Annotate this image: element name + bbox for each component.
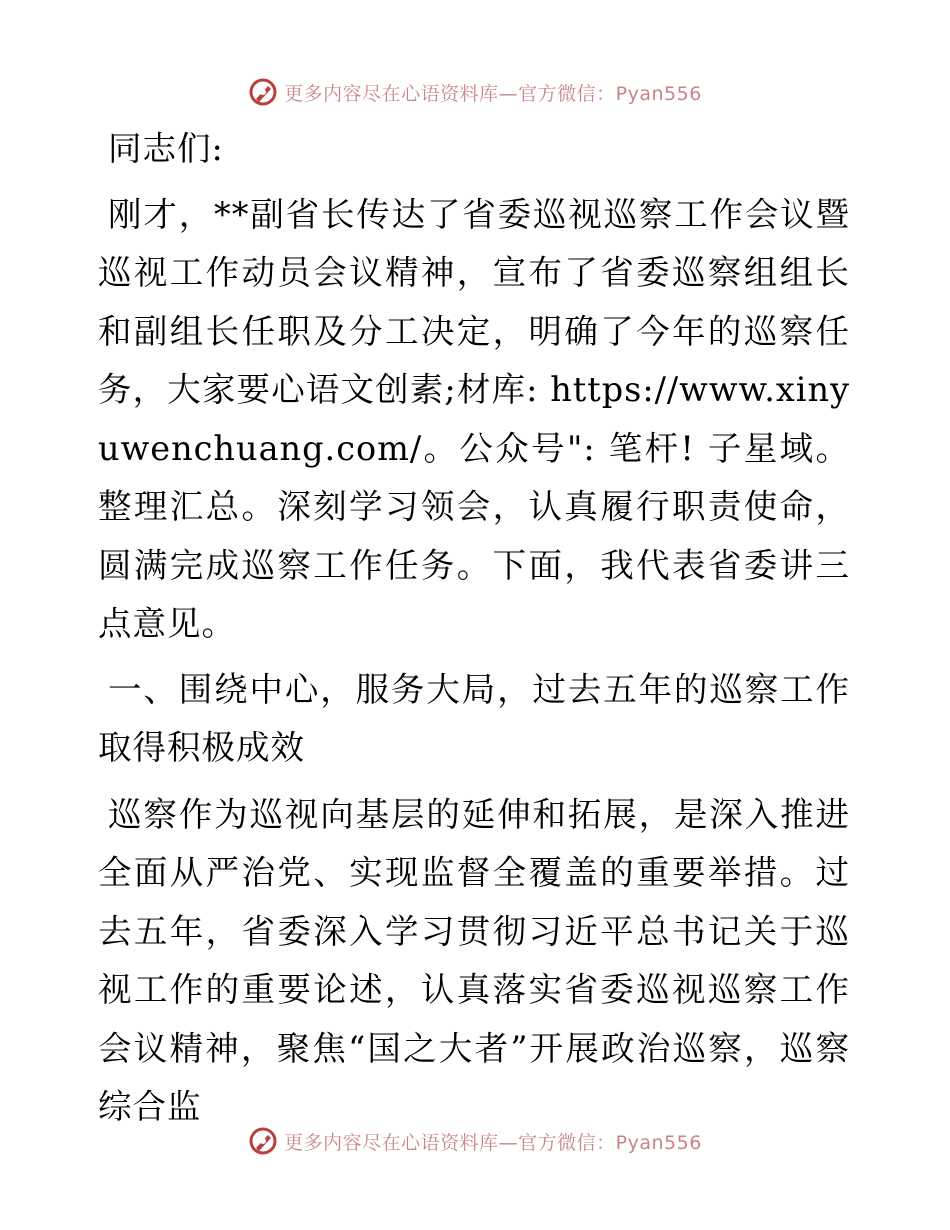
greeting: 同志们:: [108, 129, 224, 168]
watermark-text: 更多内容尽在心语资料库—官方微信：Pyan556: [284, 1131, 702, 1154]
section-heading-1: 一、围绕中心，服务大局，过去五年的巡察工作取得积极成效: [98, 669, 850, 767]
document-body: [98, 120, 850, 1137]
watermark-banner-top: [0, 72, 950, 112]
watermark-text: 更多内容尽在心语资料库—官方微信：Pyan556: [284, 82, 702, 105]
paragraph-1: 刚才，**副省长传达了省委巡视巡察工作会议暨巡视工作动员会议精神，宣布了省委巡察组组长和副组长任职及分工决定，明确了今年的巡察任务，大家要心语文创素;材库: https://www.xinyuwenchuang.com/。公众号": 笔杆! 子星域。整理汇总。深刻学习领会，认真履行职责使命，圆满完成巡察工作任务。下面，我代表省委讲三点意见。: [98, 194, 850, 643]
pen-logo-icon: [248, 77, 278, 107]
pen-logo-icon: [248, 1126, 278, 1156]
paragraph-2: 巡察作为巡视向基层的延伸和拓展，是深入推进全面从严治党、实现监督全覆盖的重要举措。过去五年，省委深入学习贯彻习近平总书记关于巡视工作的重要论述，认真落实省委巡视巡察工作会议精神，聚焦“国之大者”开展政治巡察，巡察综合监: [98, 794, 850, 1126]
watermark-banner-bottom: [0, 1121, 950, 1161]
